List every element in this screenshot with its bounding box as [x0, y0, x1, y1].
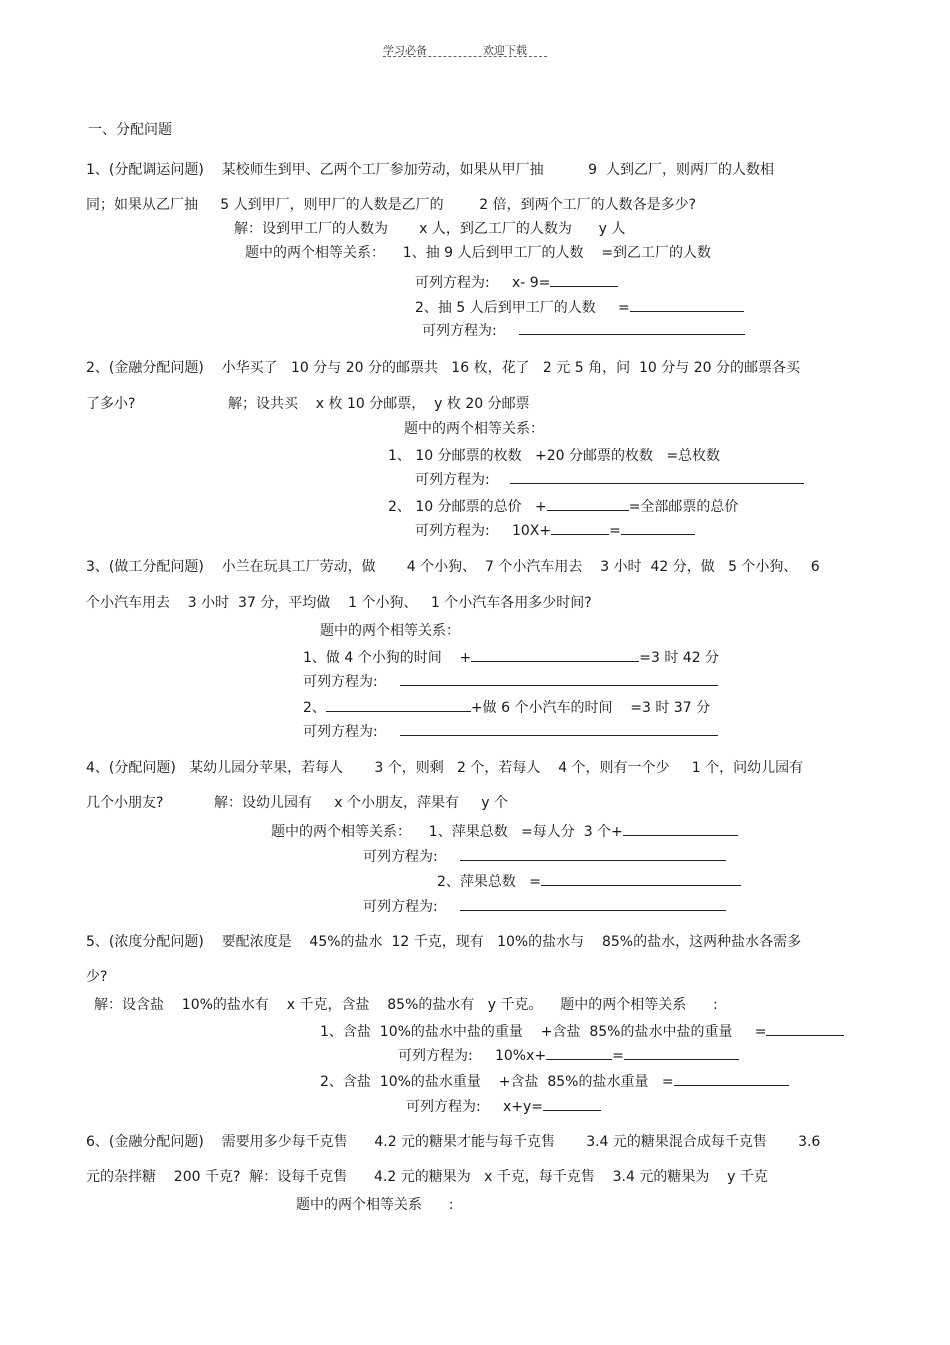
problem-3-equation-1: 可列方程为:: [303, 671, 718, 691]
problem-3-relation-1: 1、做 4 个小狗的时间 + =3 时 42 分: [303, 647, 719, 667]
problem-2-equation-2: 可列方程为: 10X+ =: [415, 520, 695, 540]
problem-5-relation-2: 2、含盐 10%的盐水重量 +含盐 85%的盐水重量 =: [320, 1071, 789, 1091]
problem-6-text-line-1: 6、(金融分配问题) 需要用多少每千克售 4.2 元的糖果才能与每千克售 3.4 元的糖果混合成每千克售 3.6: [86, 1134, 821, 1150]
problem-4-solution: 解：设幼儿园有 x 个小朋友，萍果有 y 个: [214, 795, 508, 811]
answer-blank: [510, 469, 804, 484]
problem-2-solution: 解；设共买 x 枚 10 分邮票， y 枚 20 分邮票: [228, 396, 530, 412]
problem-1-relation: 题中的两个相等关系： 1、抽 9 人后到甲工厂的人数 =到乙工厂的人数: [245, 245, 712, 261]
header-divider: [383, 56, 547, 57]
problem-2-text-line-1: 2、(金融分配问题) 小华买了 10 分与 20 分的邮票共 16 枚，花了 2 元 5 角，问 10 分与 20 分的邮票各买: [86, 360, 800, 376]
problem-1-text-line-1: 1、(分配调运问题) 某校师生到甲、乙两个工厂参加劳动，如果从甲厂抽 9 人到乙厂，则两厂的人数相: [86, 162, 774, 178]
problem-5-text-line-1: 5、(浓度分配问题) 要配浓度是 45%的盐水 12 千克，现有 10%的盐水与 85%的盐水，这两种盐水各需多: [86, 934, 802, 950]
problem-3-text-line-2: 个小汽车用去 3 小时 37 分，平均做 1 个小狗、 1 个小汽车各用多少时间?: [86, 595, 592, 611]
problem-3-text-line-1: 3、(做工分配问题) 小兰在玩具工厂劳动，做 4 个小狗、 7 个小汽车用去 3 小时 42 分，做 5 个小狗、 6: [86, 559, 820, 575]
problem-2-relation-2: 2、 10 分邮票的总价 + =全部邮票的总价: [388, 496, 738, 516]
answer-blank: [547, 496, 629, 511]
section-title: 一、分配问题: [88, 122, 172, 138]
problem-4-equation-1: 可列方程为:: [363, 846, 726, 866]
problem-5-equation-1: 可列方程为: 10%x+ =: [398, 1045, 739, 1065]
answer-blank: [623, 821, 738, 836]
problem-2-text-line-2: 了多小?: [86, 396, 136, 412]
problem-2-relation-1: 1、 10 分邮票的枚数 +20 分邮票的枚数 =总枚数: [388, 448, 721, 464]
problem-1-text-line-2: 同；如果从乙厂抽 5 人到甲厂，则甲厂的人数是乙厂的 2 倍，到两个工厂的人数各是多少?: [86, 197, 696, 213]
answer-blank: [400, 671, 718, 686]
header-right: 欢迎下载: [483, 44, 527, 57]
problem-3-relation: 题中的两个相等关系：: [320, 623, 460, 639]
problem-4-relation: 题中的两个相等关系： 1、萍果总数 =每人分 3 个+: [271, 821, 738, 841]
problem-2-equation-1: 可列方程为:: [415, 469, 804, 489]
answer-blank: [326, 697, 471, 712]
answer-blank: [400, 721, 718, 736]
answer-blank: [460, 896, 726, 911]
answer-blank: [630, 297, 744, 312]
answer-blank: [550, 272, 618, 287]
problem-4-equation-2: 可列方程为:: [363, 896, 726, 916]
problem-4-text-line-1: 4、(分配问题) 某幼儿园分苹果，若每人 3 个，则剩 2 个，若每人 4 个，则有一个少 1 个，问幼儿园有: [86, 760, 804, 776]
problem-6-relation: 题中的两个相等关系 :: [296, 1197, 454, 1213]
problem-1-solution: 解：设到甲工厂的人数为 x 人，到乙工厂的人数为 y 人: [234, 221, 626, 237]
problem-4-relation-2: 2、萍果总数 =: [437, 871, 741, 891]
answer-blank: [460, 846, 726, 861]
answer-blank: [624, 1045, 739, 1060]
answer-blank: [471, 647, 639, 662]
problem-1-equation-2: 可列方程为:: [422, 320, 745, 340]
problem-3-relation-2: 2、 +做 6 个小汽车的时间 =3 时 37 分: [303, 697, 710, 717]
answer-blank: [543, 1096, 601, 1111]
problem-2-relation: 题中的两个相等关系：: [404, 421, 544, 437]
problem-4-text-line-2: 几个小朋友?: [86, 795, 164, 811]
problem-5-text-line-2: 少?: [86, 969, 108, 985]
answer-blank: [674, 1071, 789, 1086]
header-left: 学习必备: [383, 44, 427, 57]
problem-1-equation-1: 可列方程为: x- 9=: [415, 272, 618, 292]
problem-5-equation-2: 可列方程为: x+y=: [406, 1096, 601, 1116]
answer-blank: [621, 520, 695, 535]
problem-1-relation-2: 2、抽 5 人后到甲工厂的人数 =: [415, 297, 744, 317]
answer-blank: [541, 871, 741, 886]
answer-blank: [519, 320, 745, 335]
problem-5-relation-1: 1、含盐 10%的盐水中盐的重量 +含盐 85%的盐水中盐的重量 =: [320, 1021, 844, 1041]
problem-5-solution: 解：设含盐 10%的盐水有 x 千克，含盐 85%的盐水有 y 千克。 题中的两个相等关系 :: [94, 997, 718, 1013]
problem-6-text-line-2: 元的杂拌糖 200 千克? 解：设每千克售 4.2 元的糖果为 x 千克，每千克售 3.4 元的糖果为 y 千克: [86, 1169, 768, 1185]
answer-blank: [551, 520, 609, 535]
problem-3-equation-2: 可列方程为:: [303, 721, 718, 741]
answer-blank: [766, 1021, 844, 1036]
answer-blank: [546, 1045, 612, 1060]
